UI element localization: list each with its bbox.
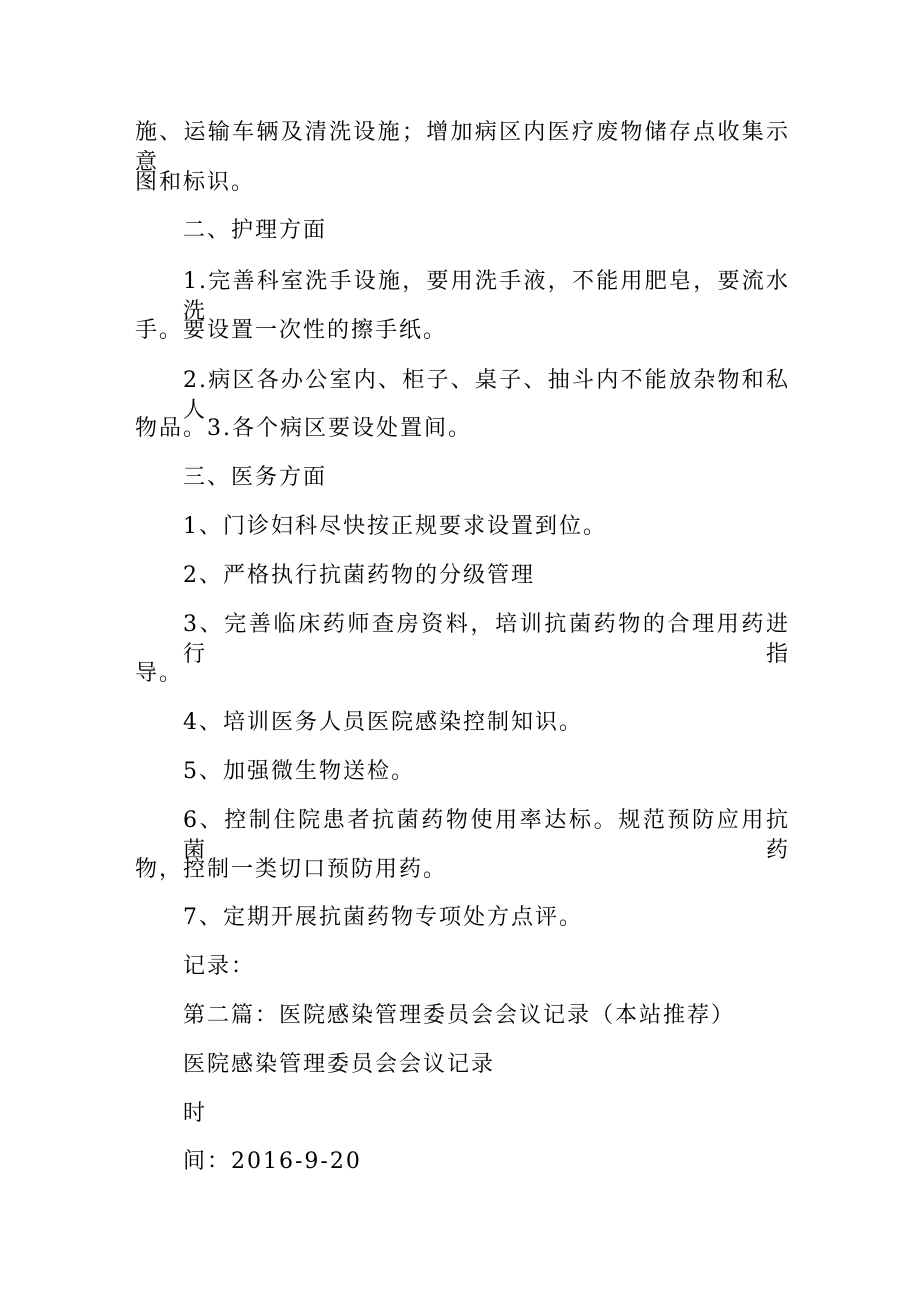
time-value: 间：2016-9-20 bbox=[183, 1149, 362, 1174]
time-label: 时 bbox=[183, 1101, 208, 1126]
list-item: 6、控制住院患者抗菌药物使用率达标。规范预防应用抗菌药 bbox=[183, 808, 790, 863]
document-title: 医院感染管理委员会会议记录 bbox=[183, 1052, 496, 1077]
record-label: 记录： bbox=[183, 954, 256, 979]
list-item-continuation: 物，控制一类切口预防用药。 bbox=[135, 857, 448, 882]
list-item: 2、严格执行抗菌药物的分级管理 bbox=[183, 563, 535, 588]
article-title: 第二篇：医院感染管理委员会会议记录（本站推荐） bbox=[183, 1003, 736, 1028]
paragraph-line: 手。要设置一次性的擦手纸。 bbox=[135, 318, 448, 343]
list-item: 4、培训医务人员医院感染控制知识。 bbox=[183, 710, 583, 735]
paragraph-line: 1.完善科室洗手设施，要用洗手液，不能用肥皂，要流水洗 bbox=[183, 269, 790, 324]
paragraph-line: 2.病区各办公室内、柜子、桌子、抽斗内不能放杂物和私人 bbox=[183, 368, 790, 423]
section-heading-medical: 三、医务方面 bbox=[183, 465, 328, 490]
list-item: 1、门诊妇科尽快按正规要求设置到位。 bbox=[183, 514, 607, 539]
list-item: 3、完善临床药师查房资料，培训抗菌药物的合理用药进行指 bbox=[183, 612, 790, 667]
list-item: 7、定期开展抗菌药物专项处方点评。 bbox=[183, 905, 583, 930]
paragraph-line: 物品。3.各个病区要设处置间。 bbox=[135, 416, 472, 441]
section-heading-nursing: 二、护理方面 bbox=[183, 218, 328, 243]
list-item-continuation: 导。 bbox=[135, 661, 184, 686]
paragraph-line: 图和标识。 bbox=[135, 170, 256, 195]
paragraph-line: 施、运输车辆及清洗设施；增加病区内医疗废物储存点收集示意 bbox=[135, 120, 790, 175]
list-item: 5、加强微生物送检。 bbox=[183, 759, 415, 784]
